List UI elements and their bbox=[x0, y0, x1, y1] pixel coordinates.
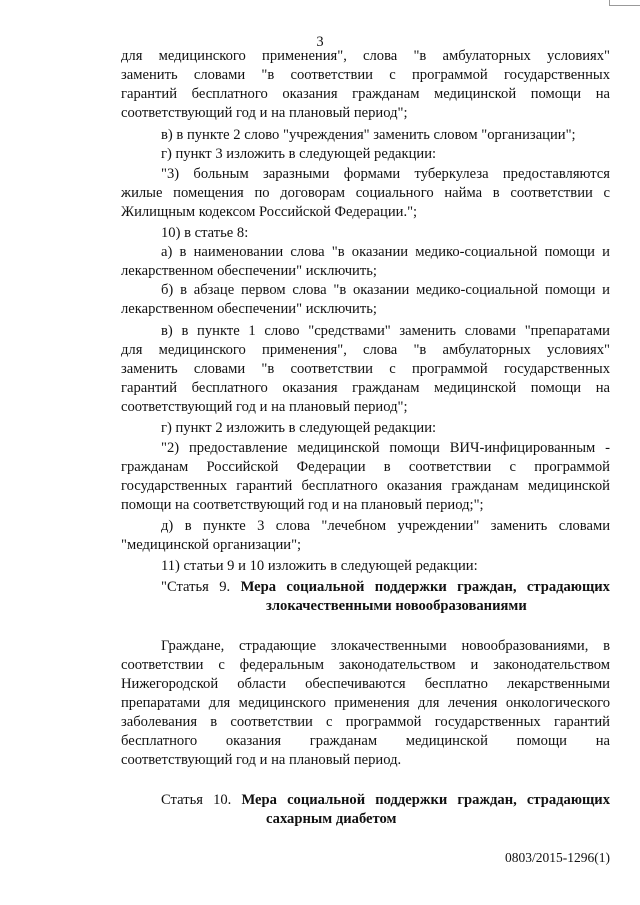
text-line: 10) в статье 8: bbox=[161, 225, 249, 241]
text-line: жилые помещения по договорам социального найма в соответствии с bbox=[121, 185, 610, 201]
text-line: "медицинской организации"; bbox=[121, 537, 302, 553]
text-line: соответствии с федеральным законодательством и законодательством bbox=[121, 657, 610, 673]
text-line: Граждане, страдающие злокачественными новообразованиями, в bbox=[161, 638, 610, 654]
text-line: бесплатного оказания гражданам медицинской помощи на bbox=[121, 733, 610, 749]
article-9-heading bbox=[161, 578, 610, 597]
article-10-heading bbox=[161, 791, 610, 810]
text-line: г) пункт 2 изложить в следующей редакции: bbox=[161, 420, 437, 436]
text-line: государственных гарантий бесплатного оказания гражданам медицинской bbox=[121, 478, 610, 494]
text-line: заболевания в соответствии с программой государственных гарантий bbox=[121, 714, 610, 730]
page-number: 3 bbox=[316, 34, 324, 50]
text-line: соответствующий год и на плановый период"; bbox=[121, 399, 408, 415]
document-code: 0803/2015-1296(1) bbox=[505, 850, 610, 865]
article-10-title-cont: сахарным диабетом bbox=[266, 811, 397, 827]
text-line: в) в пункте 1 слово "средствами" заменить словами "препаратами bbox=[161, 323, 610, 339]
article-9-title-cont: злокачественными новообразованиями bbox=[266, 598, 527, 614]
article-10-prefix: Статья 10. bbox=[161, 792, 232, 808]
text-line: заменить словами "в соответствии с программой государственных bbox=[121, 67, 610, 83]
text-line: соответствующий год и на плановый период"; bbox=[121, 105, 408, 121]
text-line: гарантий бесплатного оказания гражданам медицинской помощи на bbox=[121, 380, 610, 396]
text-line: "2) предоставление медицинской помощи ВИЧ-инфицированным - bbox=[161, 440, 610, 456]
text-line: гарантий бесплатного оказания гражданам медицинской помощи на bbox=[121, 86, 610, 102]
text-line: препаратами для медицинского применения для лечения онкологического bbox=[121, 695, 610, 711]
text-line: помощи на соответствующий год и на плановый период;"; bbox=[121, 497, 484, 513]
text-line: б) в абзаце первом слова "в оказании медико-социальной помощи и bbox=[161, 282, 610, 298]
text-line: для медицинского применения", слова "в амбулаторных условиях" bbox=[121, 342, 610, 358]
article-9-prefix: "Статья 9. bbox=[161, 579, 231, 595]
text-line: лекарственном обеспечении" исключить; bbox=[121, 301, 377, 317]
text-line: Жилищным кодексом Российской Федерации."; bbox=[121, 204, 418, 220]
text-line: а) в наименовании слова "в оказании медико-социальной помощи и bbox=[161, 244, 610, 260]
text-line: г) пункт 3 изложить в следующей редакции: bbox=[161, 146, 437, 162]
text-line: заменить словами "в соответствии с программой государственных bbox=[121, 361, 610, 377]
text-line: д) в пункте 3 слова "лечебном учреждении" заменить словами bbox=[161, 518, 610, 534]
article-10-title: Мера социальной поддержки граждан, страдающих bbox=[241, 792, 610, 808]
text-line: в) в пункте 2 слово "учреждения" заменить словом "организации"; bbox=[161, 127, 576, 143]
text-line: соответствующий год и на плановый период. bbox=[121, 752, 402, 768]
text-line: 11) статьи 9 и 10 изложить в следующей редакции: bbox=[161, 558, 478, 574]
text-line: Нижегородской области обеспечиваются бесплатно лекарственными bbox=[121, 676, 610, 692]
text-line: "3) больным заразными формами туберкулеза предоставляются bbox=[161, 166, 610, 182]
text-line: лекарственном обеспечении" исключить; bbox=[121, 263, 377, 279]
page-corner-mark bbox=[609, 0, 640, 6]
text-line: гражданам Российской Федерации в соответствии с программой bbox=[121, 459, 610, 475]
text-line: для медицинского применения", слова "в амбулаторных условиях" bbox=[121, 48, 610, 64]
article-9-title: Мера социальной поддержки граждан, страдающих bbox=[240, 579, 610, 595]
